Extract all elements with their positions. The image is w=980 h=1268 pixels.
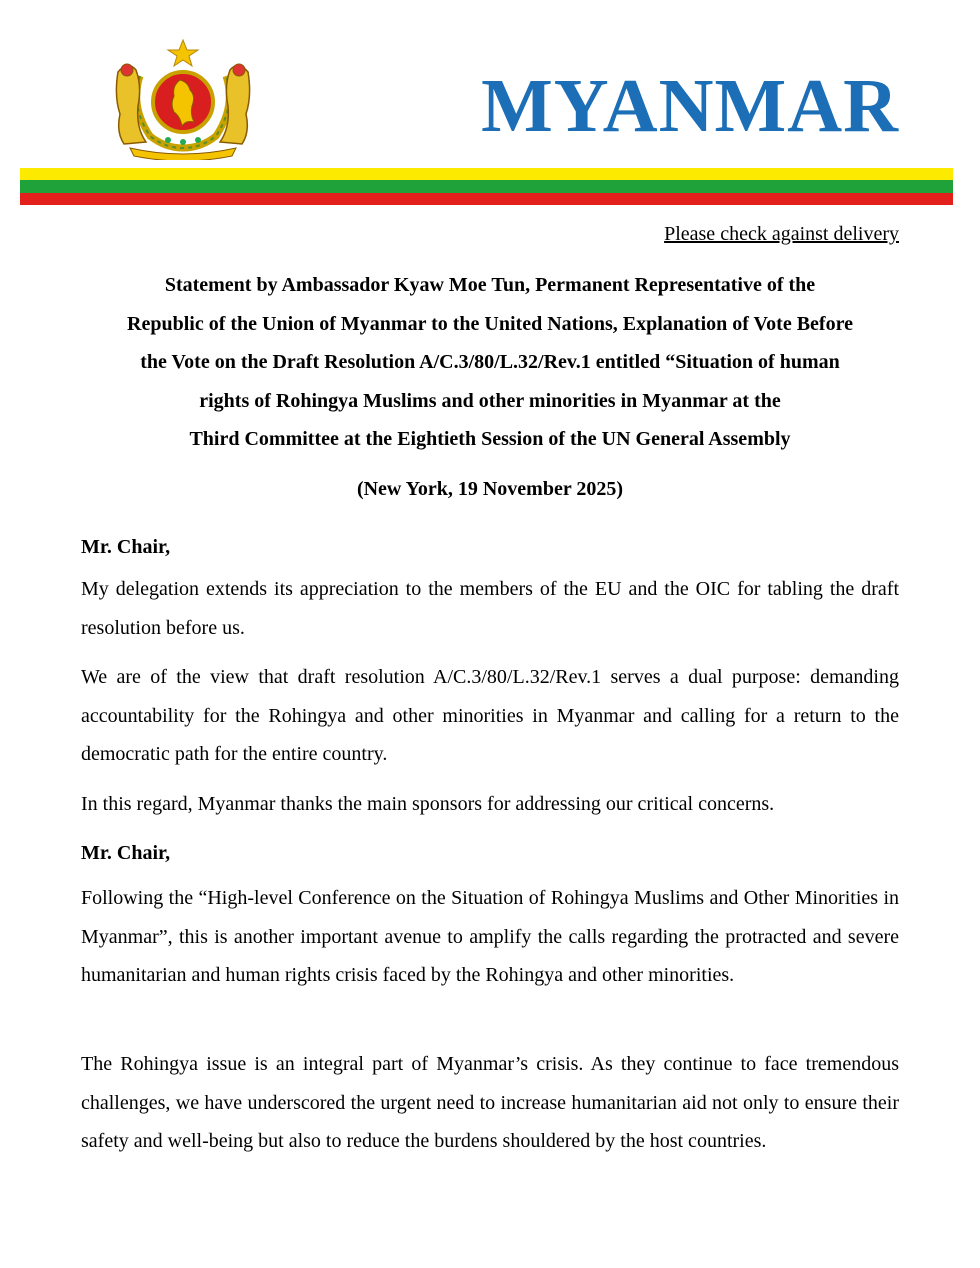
title-line: Third Committee at the Eightieth Session of the UN General Assembly — [189, 428, 791, 451]
title-line: rights of Rohingya Muslims and other minorities in Myanmar at the — [199, 389, 781, 412]
title-line: the Vote on the Draft Resolution A/C.3/80/L.32/Rev.1 entitled “Situation of human — [140, 351, 840, 374]
dateline: (New York, 19 November 2025) — [356, 478, 624, 500]
delivery-note: Please check against delivery — [664, 223, 899, 245]
paragraph: In this regard, Myanmar thanks the main sponsors for addressing our critical concerns. — [81, 793, 775, 815]
statement-title — [60, 266, 920, 459]
paragraph: Following the “High-level Conference on the Situation of Rohingya Muslims and Other Minorities in Myanmar”, this is another important avenue to amplify the calls regarding the protracted and severe humanitarian and human rights crisis faced by the Rohingya and other minorities. — [81, 887, 899, 987]
flag-stripe-red — [20, 193, 953, 205]
salutation: Mr. Chair, — [81, 536, 171, 558]
title-line: Statement by Ambassador Kyaw Moe Tun, Permanent Representative of the — [164, 274, 816, 296]
paragraph: The Rohingya issue is an integral part of Myanmar’s crisis. As they continue to face tremendous challenges, we have underscored the urgent need to increase humanitarian aid not only to ensure their safety and well-being but also to reduce the burdens shouldered by the host countries. — [81, 1053, 899, 1153]
paragraph: My delegation extends its appreciation to the members of the EU and the OIC for tabling the draft resolution before us. — [81, 578, 899, 639]
flag-stripes — [20, 168, 953, 206]
title-line: Republic of the Union of Myanmar to the United Nations, Explanation of Vote Before — [127, 312, 853, 335]
state-seal-icon — [110, 36, 256, 160]
flag-stripe-yellow — [20, 168, 953, 180]
flag-stripe-green — [20, 180, 953, 193]
paragraph: We are of the view that draft resolution A/C.3/80/L.32/Rev.1 serves a dual purpose: demanding accountability for the Rohingya and other minorities in Myanmar and calling for a return to the democratic path for the entire country. — [81, 666, 899, 766]
country-title: MYANMAR — [481, 64, 899, 148]
salutation: Mr. Chair, — [81, 842, 171, 864]
